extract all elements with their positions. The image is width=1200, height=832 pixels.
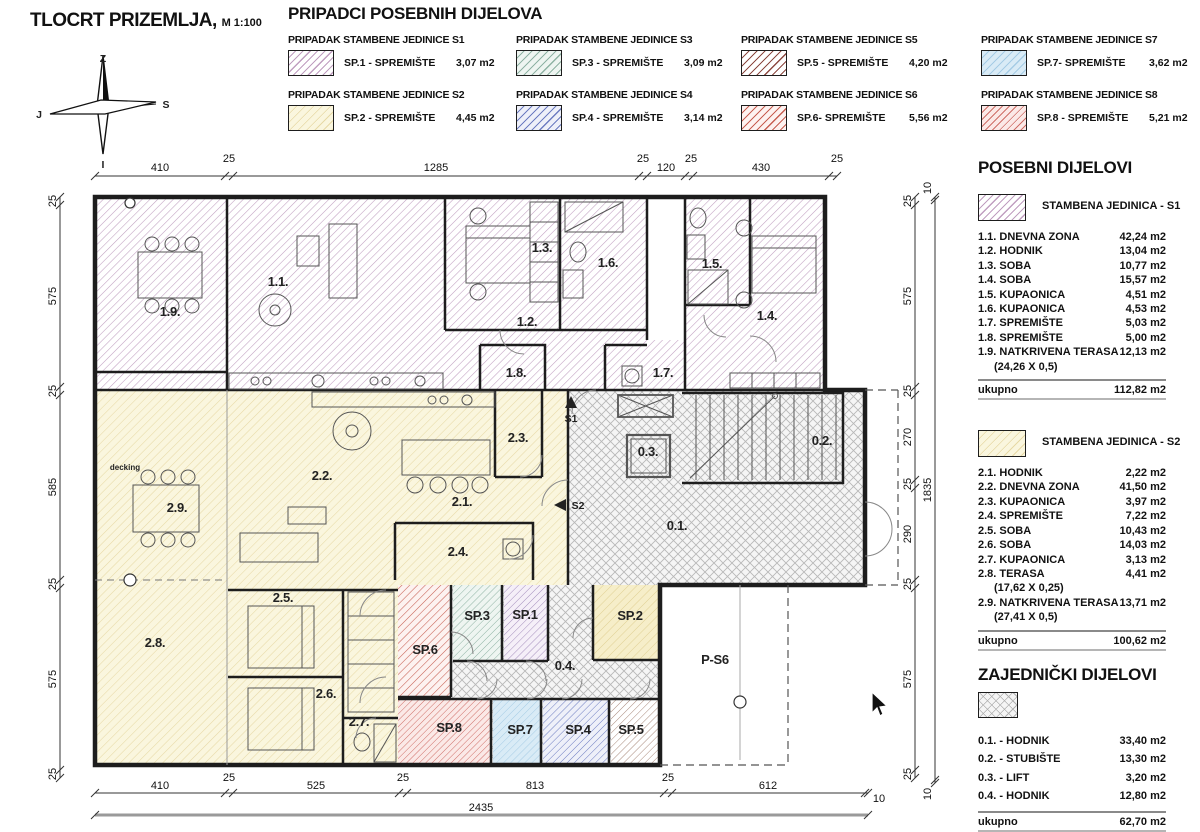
sidebar — [978, 158, 1181, 832]
room-row: 2.3. KUPAONICA 3,97 m2 — [978, 495, 1166, 508]
legend-item-s7 — [981, 34, 1193, 76]
dim-bottom-6: 612 — [758, 780, 778, 792]
legend-item-s2 — [288, 89, 516, 131]
dim-bottom-2: 525 — [306, 780, 326, 792]
legend-area-s3: 3,09 m2 — [684, 57, 723, 69]
room-note: (17,62 X 0,25) — [994, 582, 1064, 595]
common-swatch — [978, 692, 1018, 718]
room-label-1-2: 1.2. — [516, 314, 538, 329]
unit-s1-name: STAMBENA JEDINICA - S1 — [1042, 200, 1181, 212]
parking-label-ps6: P-S6 — [701, 652, 729, 667]
room-label-sp5: SP.5 — [618, 722, 644, 737]
room-row: 1.1. DNEVNA ZONA 42,24 m2 — [978, 231, 1166, 243]
unit-s1-swatch — [978, 194, 1026, 221]
room-label-2-6: 2.6. — [315, 686, 337, 701]
dim-right-8: 25 — [902, 767, 914, 781]
unit-s1-rooms — [978, 230, 1166, 400]
legend — [288, 4, 1198, 144]
room-row: 2.4. SPREMIŠTE 7,22 m2 — [978, 510, 1166, 523]
dim-top-0: 410 — [150, 162, 170, 174]
dim-left-5: 575 — [47, 669, 59, 689]
entry-label-s1: S1 — [564, 413, 578, 425]
room-label-0-2: 0.2. — [811, 433, 833, 448]
room-row: 0.1. - HODNIK 33,40 m2 — [978, 734, 1166, 747]
legend-area-s1: 3,07 m2 — [456, 57, 495, 69]
legend-area-s4: 3,14 m2 — [684, 112, 723, 124]
room-row: 0.4. - HODNIK 12,80 m2 — [978, 790, 1166, 803]
room-label-1-4: 1.4. — [756, 308, 778, 323]
legend-name-s2: SP.2 - SPREMIŠTE — [344, 112, 436, 124]
unit-s2-rooms — [978, 466, 1166, 650]
room-label-1-7: 1.7. — [652, 365, 674, 380]
swatch-s3 — [516, 50, 562, 76]
swatch-s2 — [288, 105, 334, 131]
room-label-0-3: 0.3. — [637, 444, 659, 459]
swatch-s5 — [741, 50, 787, 76]
dim-right-outer-0: 10 — [922, 181, 934, 195]
sp1-region — [504, 585, 548, 661]
common-rooms — [978, 732, 1166, 832]
legend-name-s6: SP.6- SPREMIŠTE — [797, 112, 886, 124]
room-label-1-8: 1.8. — [505, 365, 527, 380]
dim-right-outer-1: 1835 — [922, 477, 934, 503]
sp6-region — [398, 585, 451, 697]
legend-name-s1: SP.1 - SPREMIŠTE — [344, 57, 436, 69]
room-label-1-1: 1.1. — [267, 274, 289, 289]
dim-bottom-7: 10 — [872, 793, 886, 805]
room-row: 1.8. SPREMIŠTE 5,00 m2 — [978, 331, 1166, 344]
legend-area-s7: 3,62 m2 — [1149, 57, 1188, 69]
compass-east-label: S — [162, 99, 170, 111]
unit-s1-total: ukupno 112,82 m2 — [978, 379, 1166, 400]
dim-top-1: 25 — [222, 153, 236, 165]
room-label-1-6: 1.6. — [597, 255, 619, 270]
dim-bottom-3: 25 — [396, 772, 410, 784]
room-row: 2.2. DNEVNA ZONA 41,50 m2 — [978, 481, 1166, 494]
dim-right-6: 25 — [902, 577, 914, 591]
dim-bottom-0: 410 — [150, 780, 170, 792]
dim-right-2: 25 — [902, 384, 914, 398]
dim-right-0: 25 — [902, 194, 914, 208]
room-label-1-5: 1.5. — [701, 256, 723, 271]
room-note: (27,41 X 0,5) — [994, 611, 1058, 624]
title-block — [30, 10, 280, 32]
legend-name-s3: SP.3 - SPREMIŠTE — [572, 57, 664, 69]
dim-right-5: 290 — [902, 524, 914, 544]
dim-top-6: 430 — [751, 162, 771, 174]
legend-column-3 — [741, 34, 981, 144]
dim-right-outer-2: 10 — [922, 787, 934, 801]
room-label-2-3: 2.3. — [507, 430, 529, 445]
unit-s2-swatch — [978, 430, 1026, 457]
room-label-sp6: SP.6 — [412, 642, 438, 657]
grid-bubble — [124, 574, 136, 586]
unit-s1-header — [978, 194, 1181, 221]
sidebar-title-zajednicki: ZAJEDNIČKI DIJELOVI — [978, 664, 1157, 684]
legend-header-s7: PRIPADAK STAMBENE JEDINICE S7 — [981, 34, 1158, 46]
unit-s2-name: STAMBENA JEDINICA - S2 — [1042, 436, 1181, 449]
room-row: 2.8. TERASA 4,41 m2 — [978, 567, 1166, 580]
dim-right-1: 575 — [902, 286, 914, 306]
room-label-0-4: 0.4. — [554, 658, 576, 673]
room-row: 1.4. SOBA 15,57 m2 — [978, 274, 1166, 287]
room-label-1-9: 1.9. — [159, 304, 181, 319]
room-note: (24,26 X 0,5) — [994, 360, 1058, 373]
dim-bottom-5: 25 — [661, 772, 675, 784]
room-row: 1.6. KUPAONICA 4,53 m2 — [978, 303, 1166, 316]
compass-west-label: J — [36, 109, 42, 121]
dim-right-3: 270 — [902, 427, 914, 447]
dim-left-1: 575 — [47, 286, 59, 306]
legend-header-s5: PRIPADAK STAMBENE JEDINICE S5 — [741, 34, 918, 46]
legend-header-s3: PRIPADAK STAMBENE JEDINICE S3 — [516, 34, 693, 46]
dim-top-5: 25 — [684, 153, 698, 165]
mouse-cursor — [868, 690, 894, 718]
room-row: 2.6. SOBA 14,03 m2 — [978, 539, 1166, 552]
legend-item-s3 — [516, 34, 741, 76]
legend-name-s5: SP.5 - SPREMIŠTE — [797, 57, 889, 69]
dim-left-2: 25 — [47, 384, 59, 398]
legend-item-s6 — [741, 89, 981, 131]
legend-area-s8: 5,21 m2 — [1149, 112, 1188, 124]
page-title — [30, 10, 280, 32]
legend-column-4 — [981, 34, 1193, 144]
room-label-2-7: 2.7. — [348, 714, 370, 729]
room-row: 1.2. HODNIK 13,04 m2 — [978, 245, 1166, 258]
swatch-s8 — [981, 105, 1027, 131]
dim-left-0: 25 — [47, 194, 59, 208]
legend-item-s8 — [981, 89, 1193, 131]
room-row: 2.7. KUPAONICA 3,13 m2 — [978, 553, 1166, 566]
legend-column-1 — [288, 34, 516, 144]
legend-item-s1 — [288, 34, 516, 76]
room-row: 2.9. NATKRIVENA TERASA 13,71 m2 — [978, 596, 1166, 609]
room-row: 1.5. KUPAONICA 4,51 m2 — [978, 288, 1166, 301]
common-corridor-region — [568, 390, 865, 585]
legend-name-s4: SP.4 - SPREMIŠTE — [572, 112, 664, 124]
room-row: 1.7. SPREMIŠTE 5,03 m2 — [978, 317, 1166, 330]
legend-area-s2: 4,45 m2 — [456, 112, 495, 124]
legend-name-s8: SP.8 - SPREMIŠTE — [1037, 112, 1129, 124]
sp3-region — [453, 585, 502, 661]
facade-notch — [647, 197, 685, 340]
swatch-s1 — [288, 50, 334, 76]
room-row: 1.9. NATKRIVENA TERASA 12,13 m2 — [978, 346, 1166, 359]
compass-north-label: Z — [99, 53, 107, 65]
legend-header-s2: PRIPADAK STAMBENE JEDINICE S2 — [288, 89, 465, 101]
room-label-2-9: 2.9. — [166, 500, 188, 515]
sidebar-title-posebni: POSEBNI DIJELOVI — [978, 158, 1132, 177]
legend-item-s4 — [516, 89, 741, 131]
decking-label: decking — [109, 463, 141, 472]
room-label-sp2: SP.2 — [617, 608, 643, 623]
column-marker — [734, 696, 746, 708]
legend-name-s7: SP.7- SPREMIŠTE — [1037, 57, 1126, 69]
room-label-2-4: 2.4. — [447, 544, 469, 559]
scale-text: M 1:100 — [221, 17, 262, 29]
dim-left-6: 25 — [47, 767, 59, 781]
legend-header-s4: PRIPADAK STAMBENE JEDINICE S4 — [516, 89, 693, 101]
dim-left-4: 25 — [47, 577, 59, 591]
dim-bottom-1: 25 — [222, 772, 236, 784]
room-label-2-8: 2.8. — [144, 635, 166, 650]
dim-top-3: 25 — [636, 153, 650, 165]
legend-header-s1: PRIPADAK STAMBENE JEDINICE S1 — [288, 34, 465, 46]
compass-south-label: I — [101, 159, 105, 171]
legend-area-s5: 4,20 m2 — [909, 57, 948, 69]
room-label-0-1: 0.1. — [666, 518, 688, 533]
legend-column-2 — [516, 34, 741, 144]
unit-s1-region — [95, 197, 825, 390]
legend-header-s8: PRIPADAK STAMBENE JEDINICE S8 — [981, 89, 1158, 101]
room-label-2-5: 2.5. — [272, 590, 294, 605]
room-label-sp1: SP.1 — [512, 607, 538, 622]
legend-item-s5 — [741, 34, 981, 76]
swatch-s7 — [981, 50, 1027, 76]
dim-top-7: 25 — [830, 153, 844, 165]
room-label-sp3: SP.3 — [464, 608, 490, 623]
common-section — [978, 665, 1166, 832]
dim-left-3: 585 — [47, 477, 59, 497]
page-title-text: TLOCRT PRIZEMLJA, — [30, 10, 217, 31]
swatch-s6 — [741, 105, 787, 131]
dim-right-4: 25 — [902, 477, 914, 491]
floor-plan-drawing — [30, 140, 970, 826]
dim-top-4: 120 — [656, 162, 676, 174]
room-row: 2.5. SOBA 10,43 m2 — [978, 524, 1166, 537]
room-label-2-2: 2.2. — [311, 468, 333, 483]
entry-label-s2: S2 — [571, 500, 585, 512]
room-label-sp7: SP.7 — [507, 722, 533, 737]
room-label-sp8: SP.8 — [436, 720, 462, 735]
room-row: 1.3. SOBA 10,77 m2 — [978, 259, 1166, 272]
grid-bubble — [125, 198, 135, 208]
swatch-s4 — [516, 105, 562, 131]
legend-area-s6: 5,56 m2 — [909, 112, 948, 124]
legend-grid — [288, 34, 1198, 144]
legend-header-s6: PRIPADAK STAMBENE JEDINICE S6 — [741, 89, 918, 101]
dim-bottom-4: 813 — [525, 780, 545, 792]
room-label-sp4: SP.4 — [565, 722, 591, 737]
room-label-2-1: 2.1. — [451, 494, 473, 509]
room-row: 0.3. - LIFT 3,20 m2 — [978, 771, 1166, 784]
legend-title: PRIPADCI POSEBNIH DIJELOVA — [288, 4, 543, 23]
room-row: 2.1. HODNIK 2,22 m2 — [978, 467, 1166, 480]
room-label-1-3: 1.3. — [531, 240, 553, 255]
dim-top-2: 1285 — [423, 162, 449, 174]
unit-s2-total: ukupno 100,62 m2 — [978, 630, 1166, 651]
room-row: 0.2. - STUBIŠTE 13,30 m2 — [978, 753, 1166, 766]
unit-s2-header — [978, 430, 1181, 457]
dim-right-7: 575 — [902, 669, 914, 689]
common-total: ukupno 62,70 m2 — [978, 811, 1166, 832]
dim-bottom-total: 2435 — [468, 802, 494, 814]
